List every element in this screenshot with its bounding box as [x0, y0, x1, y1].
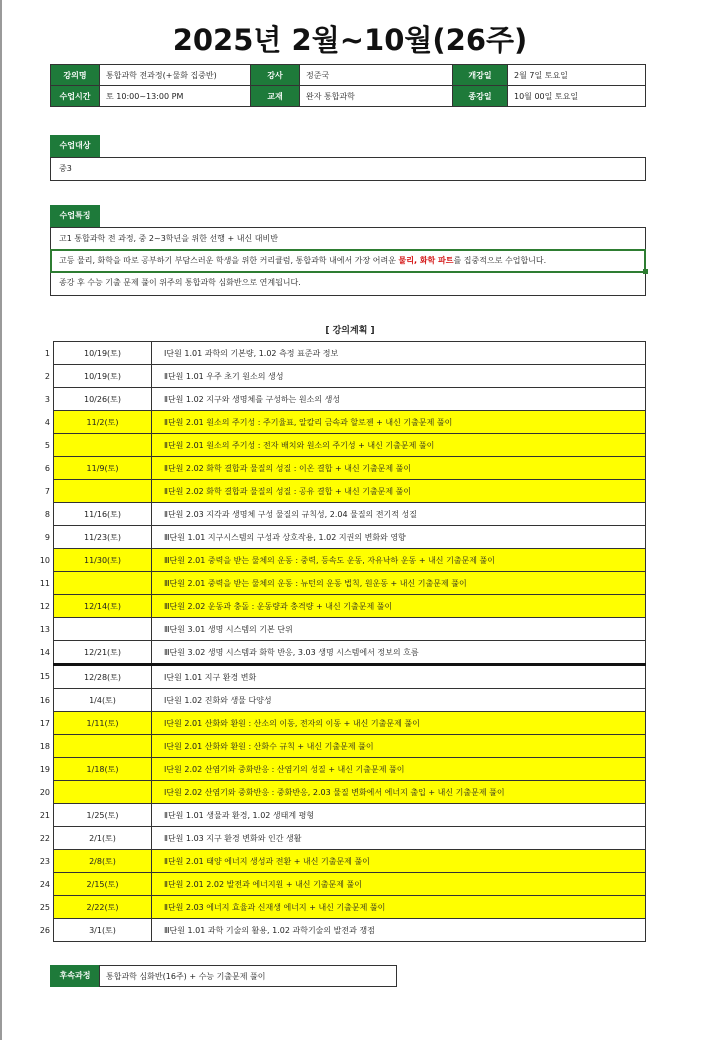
plan-row [36, 503, 646, 526]
plan-row [36, 804, 646, 827]
plan-row-description[interactable]: Ⅲ단원 3.02 생명 시스템과 화학 반응, 3.03 생명 시스템에서 정보의 흐름 [152, 641, 646, 665]
plan-row-description[interactable]: Ⅱ단원 1.01 우주 초기 원소의 생성 [152, 365, 646, 388]
plan-row-date[interactable] [54, 572, 152, 595]
plan-row-number: 15 [39, 672, 50, 681]
plan-row-date[interactable]: 12/14(토) [54, 595, 152, 618]
plan-row-number: 22 [39, 833, 50, 843]
plan-row-description[interactable]: Ⅱ단원 1.01 생물과 환경, 1.02 생태계 평형 [152, 804, 646, 827]
plan-row [36, 850, 646, 873]
textbook-value: 완자 통합과학 [300, 86, 453, 107]
plan-row-date[interactable]: 11/16(토) [54, 503, 152, 526]
end-date-label: 종강일 [453, 86, 508, 107]
page-title: 2025년 2월~10월(26주) [172, 23, 528, 57]
feature-line-2-tail: 를 집중적으로 수업합니다. [453, 256, 547, 265]
plan-row-number: 14 [39, 648, 50, 657]
plan-row [36, 735, 646, 758]
plan-row [36, 827, 646, 850]
plan-row [36, 896, 646, 919]
plan-row-number: 23 [39, 856, 50, 866]
plan-row-date[interactable]: 2/8(토) [54, 850, 152, 873]
plan-row-description[interactable]: Ⅱ단원 2.03 에너지 효율과 신재생 에너지 + 내신 기출문제 풀이 [152, 896, 646, 919]
target-value: 중3 [59, 164, 72, 173]
plan-row-description[interactable]: Ⅲ단원 1.01 지구시스템의 구성과 상호작용, 1.02 지권의 변화와 영향 [152, 526, 646, 549]
lecture-plan-title: [ 강의계획 ] [325, 326, 375, 336]
plan-row-number: 5 [44, 440, 50, 450]
plan-row-date[interactable]: 10/19(토) [54, 342, 152, 365]
plan-row-description[interactable]: Ⅲ단원 2.02 운동과 충돌 : 운동량과 충격량 + 내신 기출문제 풀이 [152, 595, 646, 618]
plan-row-description[interactable]: Ⅲ단원 1.01 과학 기술의 활용, 1.02 과학기술의 발전과 쟁점 [152, 919, 646, 942]
plan-row [36, 919, 646, 942]
plan-row-date[interactable] [54, 735, 152, 758]
plan-row-description[interactable]: Ⅱ단원 2.01 원소의 주기성 : 주기율표, 알칼리 금속과 할로젠 + 내신 기출문제 풀이 [152, 411, 646, 434]
plan-row [36, 572, 646, 595]
plan-row-description[interactable]: Ⅰ단원 2.01 산화와 환원 : 산화수 규칙 + 내신 기출문제 풀이 [152, 735, 646, 758]
plan-row-description[interactable]: Ⅱ단원 2.02 화학 결합과 물질의 성질 : 이온 결합 + 내신 기출문제 풀이 [152, 457, 646, 480]
course-name-label: 강의명 [51, 65, 100, 86]
feature-line-3[interactable]: 종강 후 수능 기출 문제 풀이 위주의 통합과학 심화반으로 연계됩니다. [59, 278, 301, 287]
feature-line-2-selected-cell[interactable] [51, 250, 645, 272]
plan-row [36, 549, 646, 572]
plan-row [36, 689, 646, 712]
feature-box [50, 227, 646, 296]
feature-line-2-highlight: 물리, 화학 파트 [398, 256, 454, 265]
follow-up-value: 통합과학 심화반(16주) + 수능 기출문제 풀이 [99, 965, 397, 987]
plan-row-number: 18 [39, 741, 50, 751]
plan-row [36, 618, 646, 641]
target-section-label: 수업대상 [50, 135, 100, 157]
plan-row-description[interactable]: Ⅱ단원 1.03 지구 환경 변화와 인간 생활 [152, 827, 646, 850]
plan-row [36, 712, 646, 735]
plan-row-number: 19 [39, 764, 50, 774]
plan-row-date[interactable]: 1/4(토) [54, 689, 152, 712]
start-date-value: 2월 7일 토요일 [508, 65, 646, 86]
plan-row-number: 16 [39, 695, 50, 705]
plan-row-number: 9 [44, 532, 50, 542]
plan-row-date[interactable]: 10/26(토) [54, 388, 152, 411]
plan-row-date[interactable]: 11/23(토) [54, 526, 152, 549]
plan-row-number: 11 [39, 578, 50, 588]
plan-row [36, 411, 646, 434]
plan-row-date[interactable]: 12/21(토) [54, 641, 152, 665]
textbook-label: 교재 [251, 86, 300, 107]
plan-row-number: 1 [44, 348, 50, 358]
plan-row-number: 7 [44, 486, 50, 496]
start-date-label: 개강일 [453, 65, 508, 86]
follow-up-label: 후속과정 [50, 965, 100, 987]
class-time-value: 토 10:00~13:00 PM [100, 86, 251, 107]
plan-row [36, 781, 646, 804]
plan-row-number: 3 [44, 394, 50, 404]
plan-row-number: 6 [44, 463, 50, 473]
plan-row-description[interactable]: Ⅱ단원 2.01 원소의 주기성 : 전자 배치와 원소의 주기성 + 내신 기출문제 풀이 [152, 434, 646, 457]
plan-row-date[interactable] [54, 781, 152, 804]
plan-row [36, 595, 646, 618]
plan-row-description[interactable]: Ⅱ단원 2.01 태양 에너지 생성과 전환 + 내신 기출문제 풀이 [152, 850, 646, 873]
course-info-table [50, 64, 646, 107]
class-time-label: 수업시간 [51, 86, 100, 107]
target-box [50, 157, 646, 181]
teacher-value: 정준국 [300, 65, 453, 86]
plan-row [36, 526, 646, 549]
plan-row-description[interactable]: Ⅲ단원 2.01 중력을 받는 물체의 운동 : 뉴턴의 운동 법칙, 원운동 + 내신 기출문제 풀이 [152, 572, 646, 595]
plan-row [36, 365, 646, 388]
plan-row-number: 10 [39, 555, 50, 565]
plan-row [36, 434, 646, 457]
plan-row-date[interactable]: 11/2(토) [54, 411, 152, 434]
plan-row-date[interactable]: 2/1(토) [54, 827, 152, 850]
plan-row-date[interactable]: 3/1(토) [54, 919, 152, 942]
plan-row-number: 26 [39, 925, 50, 935]
plan-row-number: 25 [39, 902, 50, 912]
plan-row-description[interactable]: Ⅲ단원 3.01 생명 시스템의 기본 단위 [152, 618, 646, 641]
plan-row-description[interactable]: Ⅱ단원 2.02 화학 결합과 물질의 성질 : 공유 결합 + 내신 기출문제 풀이 [152, 480, 646, 503]
plan-row-number: 13 [39, 624, 50, 634]
plan-row-description[interactable]: Ⅰ단원 2.02 산염기와 중화반응 : 산염기의 성질 + 내신 기출문제 풀이 [152, 758, 646, 781]
plan-row [36, 665, 646, 689]
feature-section-label: 수업특징 [50, 205, 100, 227]
teacher-label: 강사 [251, 65, 300, 86]
plan-row [36, 342, 646, 365]
plan-row-description[interactable]: Ⅱ단원 2.01 2.02 발전과 에너지원 + 내신 기출문제 풀이 [152, 873, 646, 896]
page-left-border [0, 0, 2, 1040]
plan-row-number: 4 [44, 417, 50, 427]
plan-row-date[interactable]: 11/9(토) [54, 457, 152, 480]
plan-row-date[interactable]: 1/25(토) [54, 804, 152, 827]
plan-row-number: 17 [39, 718, 50, 728]
plan-row [36, 480, 646, 503]
plan-row-date[interactable] [54, 480, 152, 503]
plan-row-description[interactable]: Ⅰ단원 1.01 과학의 기본량, 1.02 측정 표준과 정보 [152, 342, 646, 365]
plan-row-date[interactable]: 11/30(토) [54, 549, 152, 572]
plan-row [36, 758, 646, 781]
plan-row-date[interactable]: 2/22(토) [54, 896, 152, 919]
plan-row [36, 388, 646, 411]
plan-row-date[interactable] [54, 618, 152, 641]
feature-line-2-text: 고등 물리, 화학을 따로 공부하기 부담스러운 학생을 위한 커리큘럼, 통합과학 내에서 가장 어려운 [59, 256, 399, 265]
plan-row-description[interactable]: Ⅲ단원 2.01 중력을 받는 물체의 운동 : 중력, 등속도 운동, 자유낙하 운동 + 내신 기출문제 풀이 [152, 549, 646, 572]
plan-row-description[interactable]: Ⅰ단원 1.02 진화와 생물 다양성 [152, 689, 646, 712]
plan-row-description[interactable]: Ⅱ단원 1.02 지구와 생명체를 구성하는 원소의 생성 [152, 388, 646, 411]
plan-row-description[interactable]: Ⅰ단원 1.01 지구 환경 변화 [152, 665, 646, 689]
feature-line-1[interactable]: 고1 통합과학 전 과정, 중 2~3학년을 위한 선행 + 내신 대비반 [51, 228, 645, 250]
plan-row-number: 21 [39, 810, 50, 820]
plan-row-description[interactable]: Ⅰ단원 2.01 산화와 환원 : 산소의 이동, 전자의 이동 + 내신 기출문제 풀이 [152, 712, 646, 735]
plan-row-description[interactable]: Ⅱ단원 2.03 지각과 생명체 구성 물질의 규칙성, 2.04 물질의 전기적 성질 [152, 503, 646, 526]
plan-row-date[interactable]: 1/18(토) [54, 758, 152, 781]
plan-row-description[interactable]: Ⅰ단원 2.02 산염기와 중화반응 : 중화반응, 2.03 물질 변화에서 에너지 출입 + 내신 기출문제 풀이 [152, 781, 646, 804]
end-date-value: 10월 00일 토요일 [508, 86, 646, 107]
plan-row-number: 12 [39, 601, 50, 611]
plan-row-number: 20 [39, 787, 50, 797]
plan-row-number: 2 [44, 371, 50, 381]
plan-row [36, 457, 646, 480]
plan-row [36, 873, 646, 896]
plan-row [36, 641, 646, 665]
plan-row-number: 8 [44, 509, 50, 519]
lecture-plan-table [36, 341, 646, 942]
plan-row-date[interactable] [54, 434, 152, 457]
plan-row-date[interactable]: 12/28(토) [54, 665, 152, 689]
plan-row-date[interactable]: 2/15(토) [54, 873, 152, 896]
plan-row-date[interactable]: 10/19(토) [54, 365, 152, 388]
plan-row-number: 24 [39, 879, 50, 889]
plan-row-date[interactable]: 1/11(토) [54, 712, 152, 735]
course-name-value: 통합과학 전과정(+물화 집중반) [100, 65, 251, 86]
